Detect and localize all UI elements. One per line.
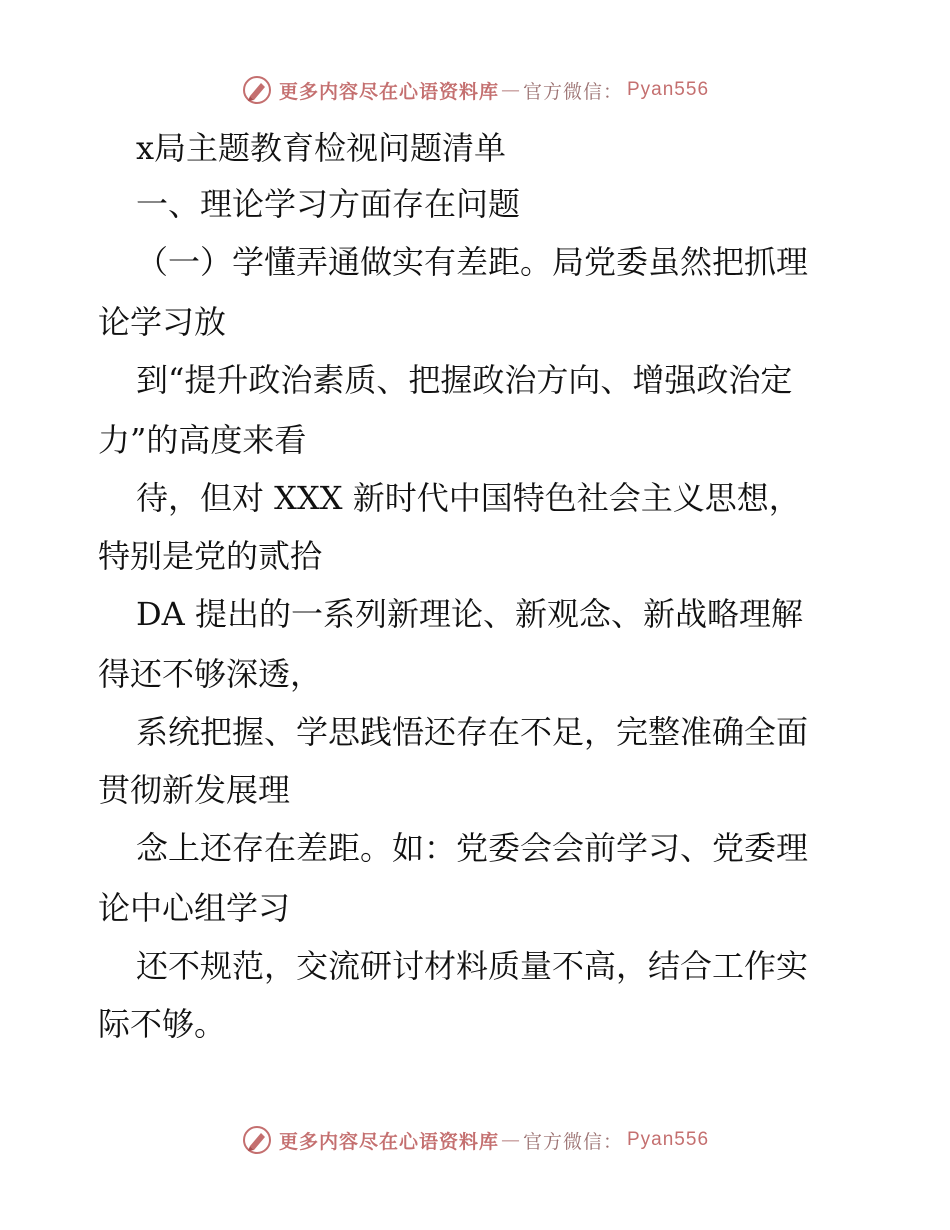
paragraph-line: 际不够。 [98,1005,227,1043]
banner-separator: — [500,1129,521,1151]
pen-nib-logo-icon [241,1124,273,1156]
header-banner [0,70,950,110]
banner-wechat-handle: Pyan556 [627,1129,710,1150]
paragraph-line: 论学习放 [98,303,227,341]
paragraph-line: （一）学懂弄通做实有差距。局党委虽然把抓理 [136,243,809,281]
paragraph-line: 得还不够深透， [98,655,323,693]
banner-brand-text: 更多内容尽在心语资料库 [278,1130,499,1153]
banner-separator: — [500,79,521,101]
footer-banner [0,1120,950,1160]
banner-wechat-label: 官方微信： [522,80,623,103]
paragraph-line: 系统把握、学思践悟还存在不足，完整准确全面 [136,713,809,751]
paragraph-line: 念上还存在差距。如：党委会会前学习、党委理 [136,829,809,867]
banner-wechat-handle: Pyan556 [627,79,710,100]
document-title: x局主题教育检视问题清单 [136,129,507,167]
paragraph-line: 论中心组学习 [98,889,291,927]
paragraph-line: 特别是党的贰拾 [98,537,323,575]
paragraph-line: 待，但对 XXX 新时代中国特色社会主义思想， [136,479,801,517]
banner-brand-text: 更多内容尽在心语资料库 [278,80,499,103]
paragraph-line: 力”的高度来看 [98,421,307,459]
paragraph-line: 还不规范，交流研讨材料质量不高，结合工作实 [136,947,809,985]
section-heading: 一、理论学习方面存在问题 [136,185,521,223]
pen-nib-logo-icon [241,74,273,106]
paragraph-line: 到“提升政治素质、把握政治方向、增强政治定 [136,361,793,399]
paragraph-line: 贯彻新发展理 [98,771,291,809]
banner-wechat-label: 官方微信： [522,1130,623,1153]
paragraph-line: DA 提出的一系列新理论、新观念、新战略理解 [136,595,803,633]
